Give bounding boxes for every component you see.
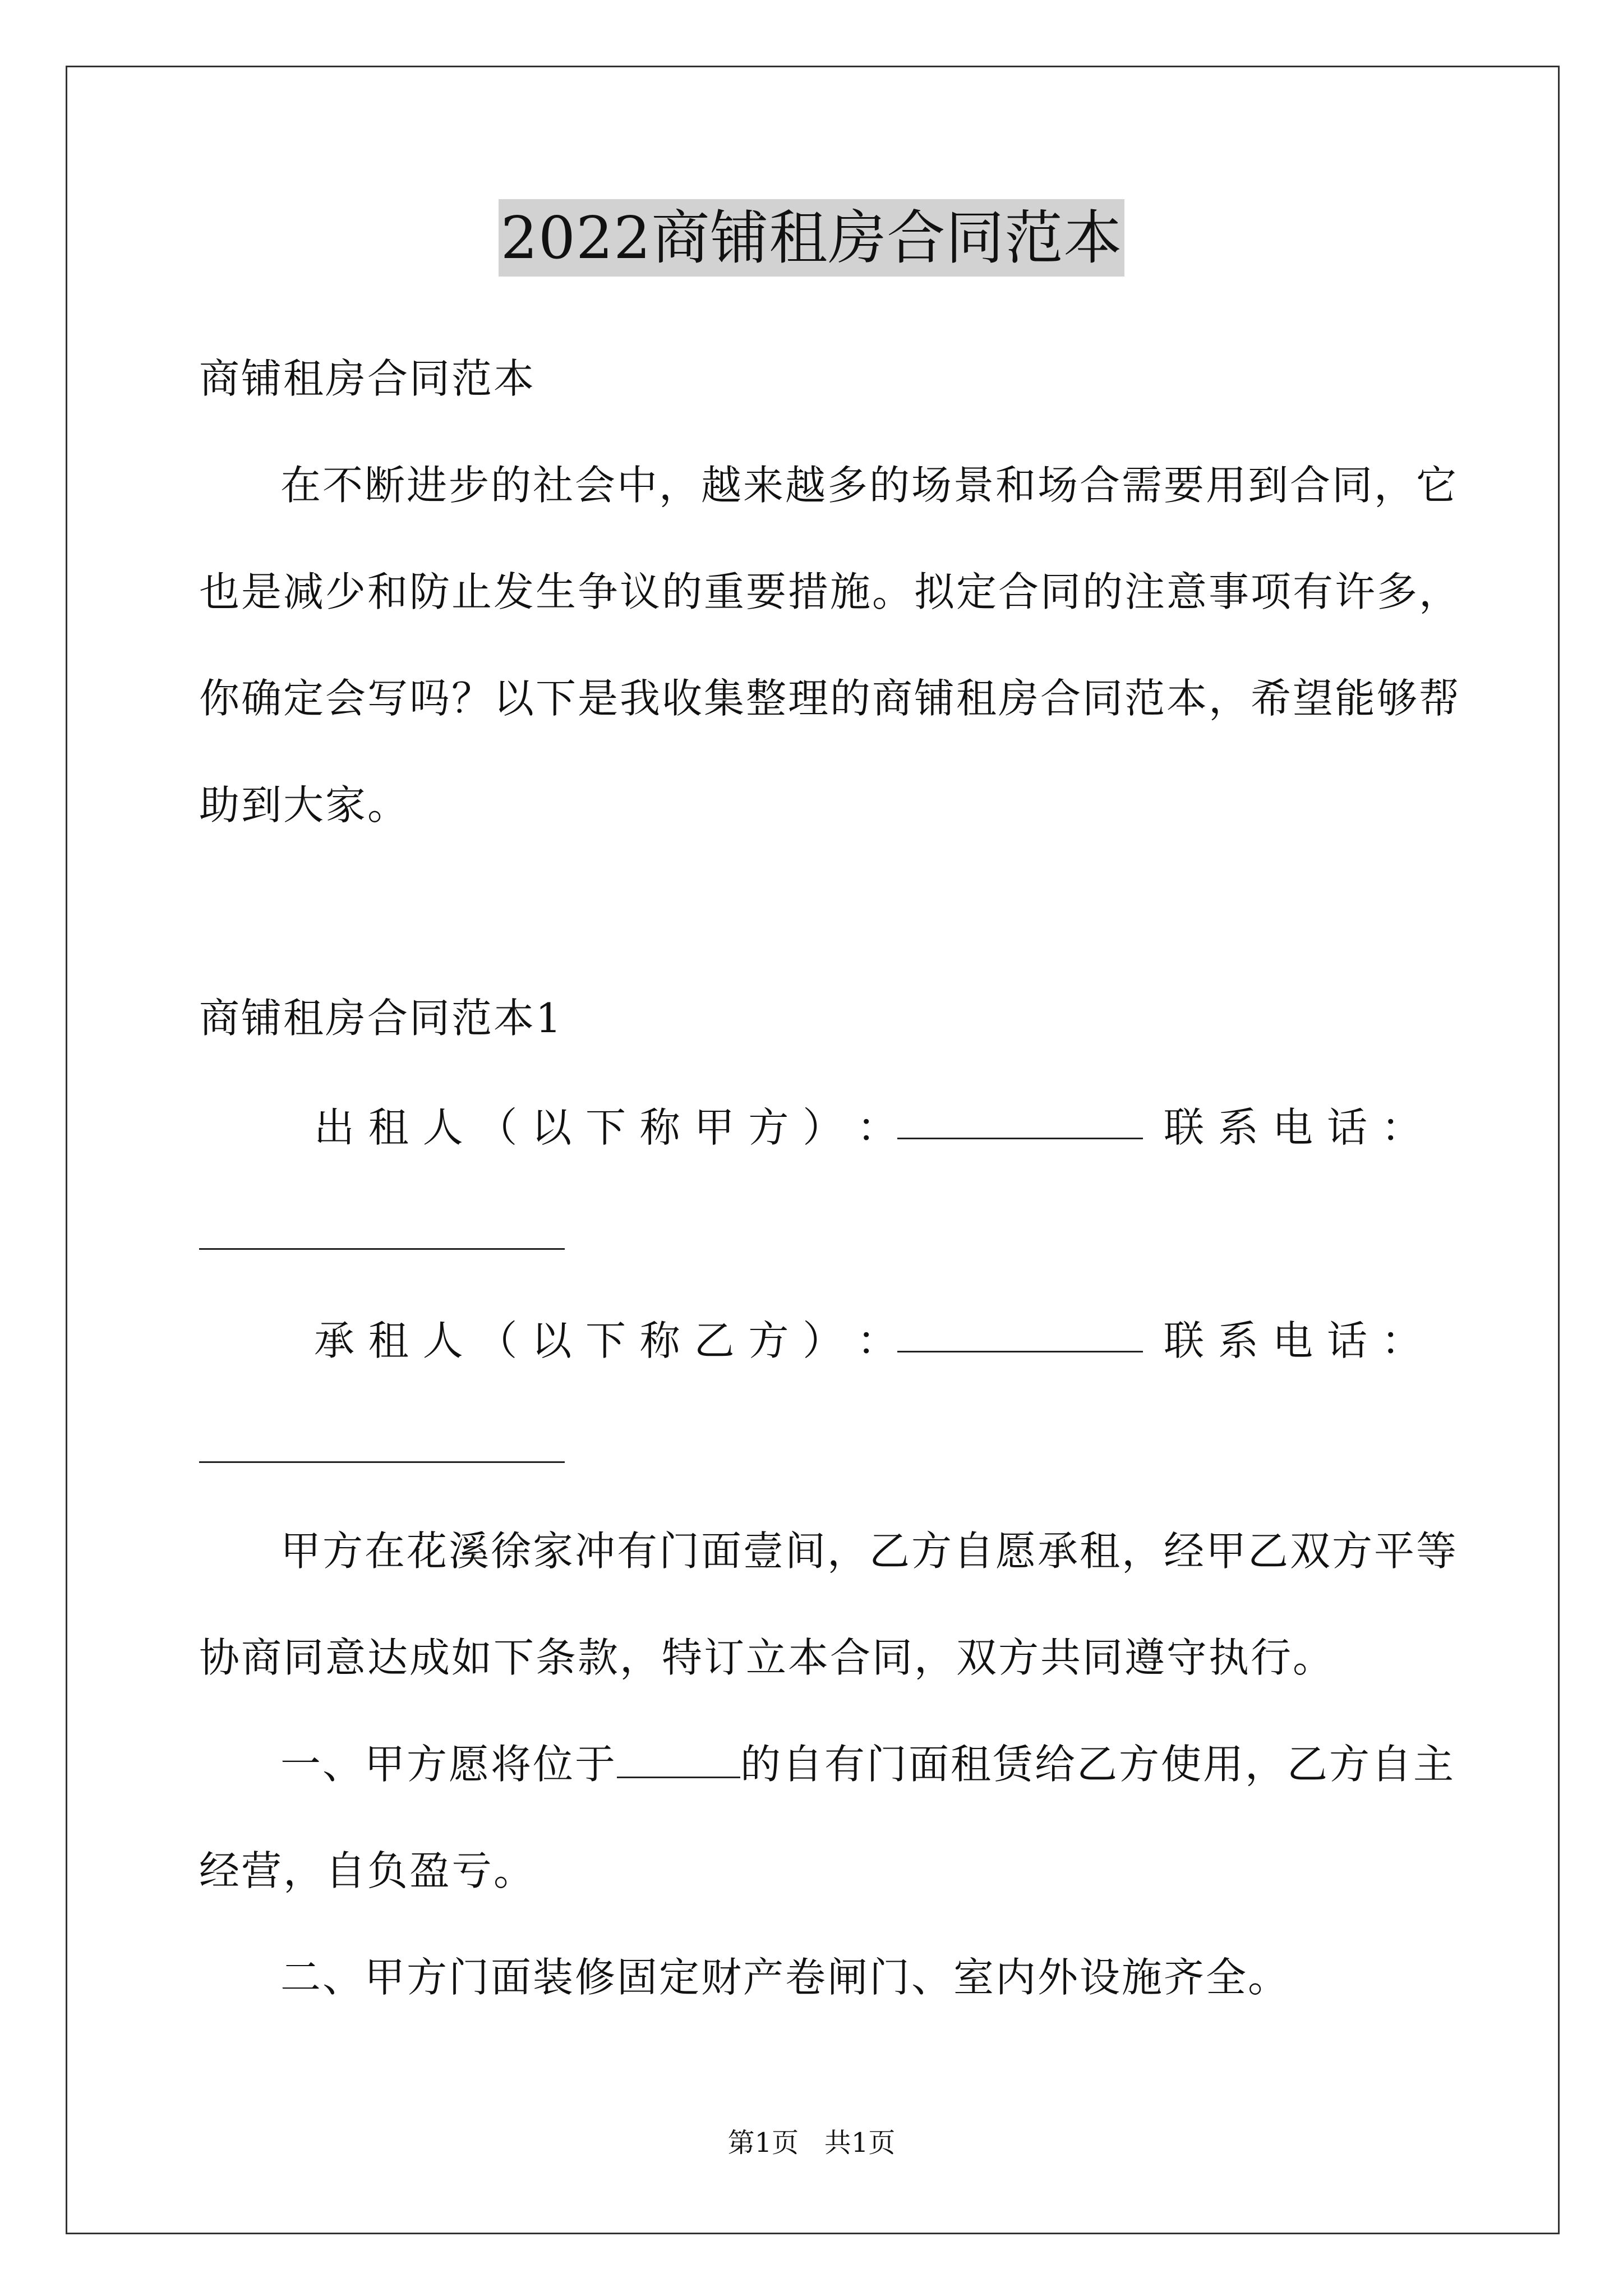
lessee-phone-label: [1164, 1315, 1422, 1366]
clause1-before: 一、甲方愿将位于: [280, 1741, 617, 1788]
lessee-phone-char: ：: [1381, 1317, 1422, 1364]
lessee-char: （: [477, 1317, 518, 1364]
lessor-char: 下: [585, 1104, 626, 1151]
lessor-label: [314, 1102, 897, 1153]
lessor-char: ：: [856, 1104, 897, 1151]
para1-line-1: 甲方在花溪徐家冲有门面壹间，乙方自愿承租，经甲乙双方平等: [280, 1527, 1459, 1575]
intro-line-4: 助到大家。: [199, 781, 410, 829]
lessee-char: ：: [856, 1317, 897, 1364]
lessee-char: ）: [803, 1317, 843, 1364]
lessor-char: 方: [748, 1104, 789, 1151]
lessee-char: 租: [368, 1317, 409, 1364]
lessee-char: 方: [748, 1317, 789, 1364]
clause2-line: 二、甲方门面装修固定财产卷闸门、室内外设施齐全。: [280, 1954, 1290, 2001]
para1-line-2: 协商同意达成如下条款，特订立本合同，双方共同遵守执行。: [199, 1634, 1335, 1681]
lessor-phone-blank: [199, 1248, 565, 1250]
lessee-phone-blank: [199, 1461, 565, 1463]
lessee-phone-char: 电: [1272, 1317, 1313, 1364]
lessor-phone-char: 电: [1272, 1104, 1313, 1151]
intro-line-3: 你确定会写吗？以下是我收集整理的商铺租房合同范本，希望能够帮: [199, 675, 1461, 722]
lessor-char: （: [477, 1104, 518, 1151]
lessee-char: 乙: [694, 1317, 735, 1364]
lessee-char: 承: [314, 1317, 355, 1364]
lessor-char: 出: [314, 1104, 355, 1151]
lessee-phone-char: 话: [1326, 1317, 1367, 1364]
lessor-char: 称: [639, 1104, 680, 1151]
clause1-line-2: 经营，自负盈亏。: [199, 1847, 536, 1894]
lessee-phone-char: 系: [1218, 1317, 1258, 1364]
lessee-phone-char: 联: [1164, 1317, 1205, 1364]
page-number: 第1页 共1页: [727, 2127, 896, 2159]
intro-line-2: 也是减少和防止发生争议的重要措施。拟定合同的注意事项有许多，: [199, 568, 1461, 615]
lessor-phone-char: ：: [1381, 1104, 1422, 1151]
lessee-char: 人: [422, 1317, 463, 1364]
page-footer: [0, 2126, 1623, 2160]
clause1-after: 的自有门面租赁给乙方使用，乙方自主: [740, 1741, 1456, 1788]
lessee-label: [314, 1315, 897, 1366]
lessor-char: 租: [368, 1104, 409, 1151]
lessor-phone-char: 联: [1164, 1104, 1205, 1151]
lessor-phone-char: 系: [1218, 1104, 1258, 1151]
intro-line-1: 在不断进步的社会中，越来越多的场景和场合需要用到合同，它: [280, 462, 1459, 509]
lessee-char: 下: [585, 1317, 626, 1364]
lessor-char: 以: [531, 1104, 572, 1151]
lessor-name-blank: [897, 1138, 1143, 1139]
title-container: [0, 199, 1623, 277]
lessor-char: 甲: [694, 1104, 735, 1151]
lessor-char: 人: [422, 1104, 463, 1151]
lessee-char: 以: [531, 1317, 572, 1364]
lessor-char: ）: [803, 1104, 843, 1151]
lessee-name-blank: [897, 1351, 1143, 1352]
document-subtitle: 商铺租房合同范本: [199, 355, 536, 402]
location-blank: [617, 1740, 740, 1778]
lessee-char: 称: [639, 1317, 680, 1364]
lessor-phone-char: 话: [1326, 1104, 1367, 1151]
lessor-phone-label: [1164, 1102, 1422, 1153]
clause1-line-1: [280, 1739, 1455, 1789]
section-heading: 商铺租房合同范本1: [199, 995, 563, 1042]
document-title: 2022商铺租房合同范本: [499, 199, 1125, 277]
